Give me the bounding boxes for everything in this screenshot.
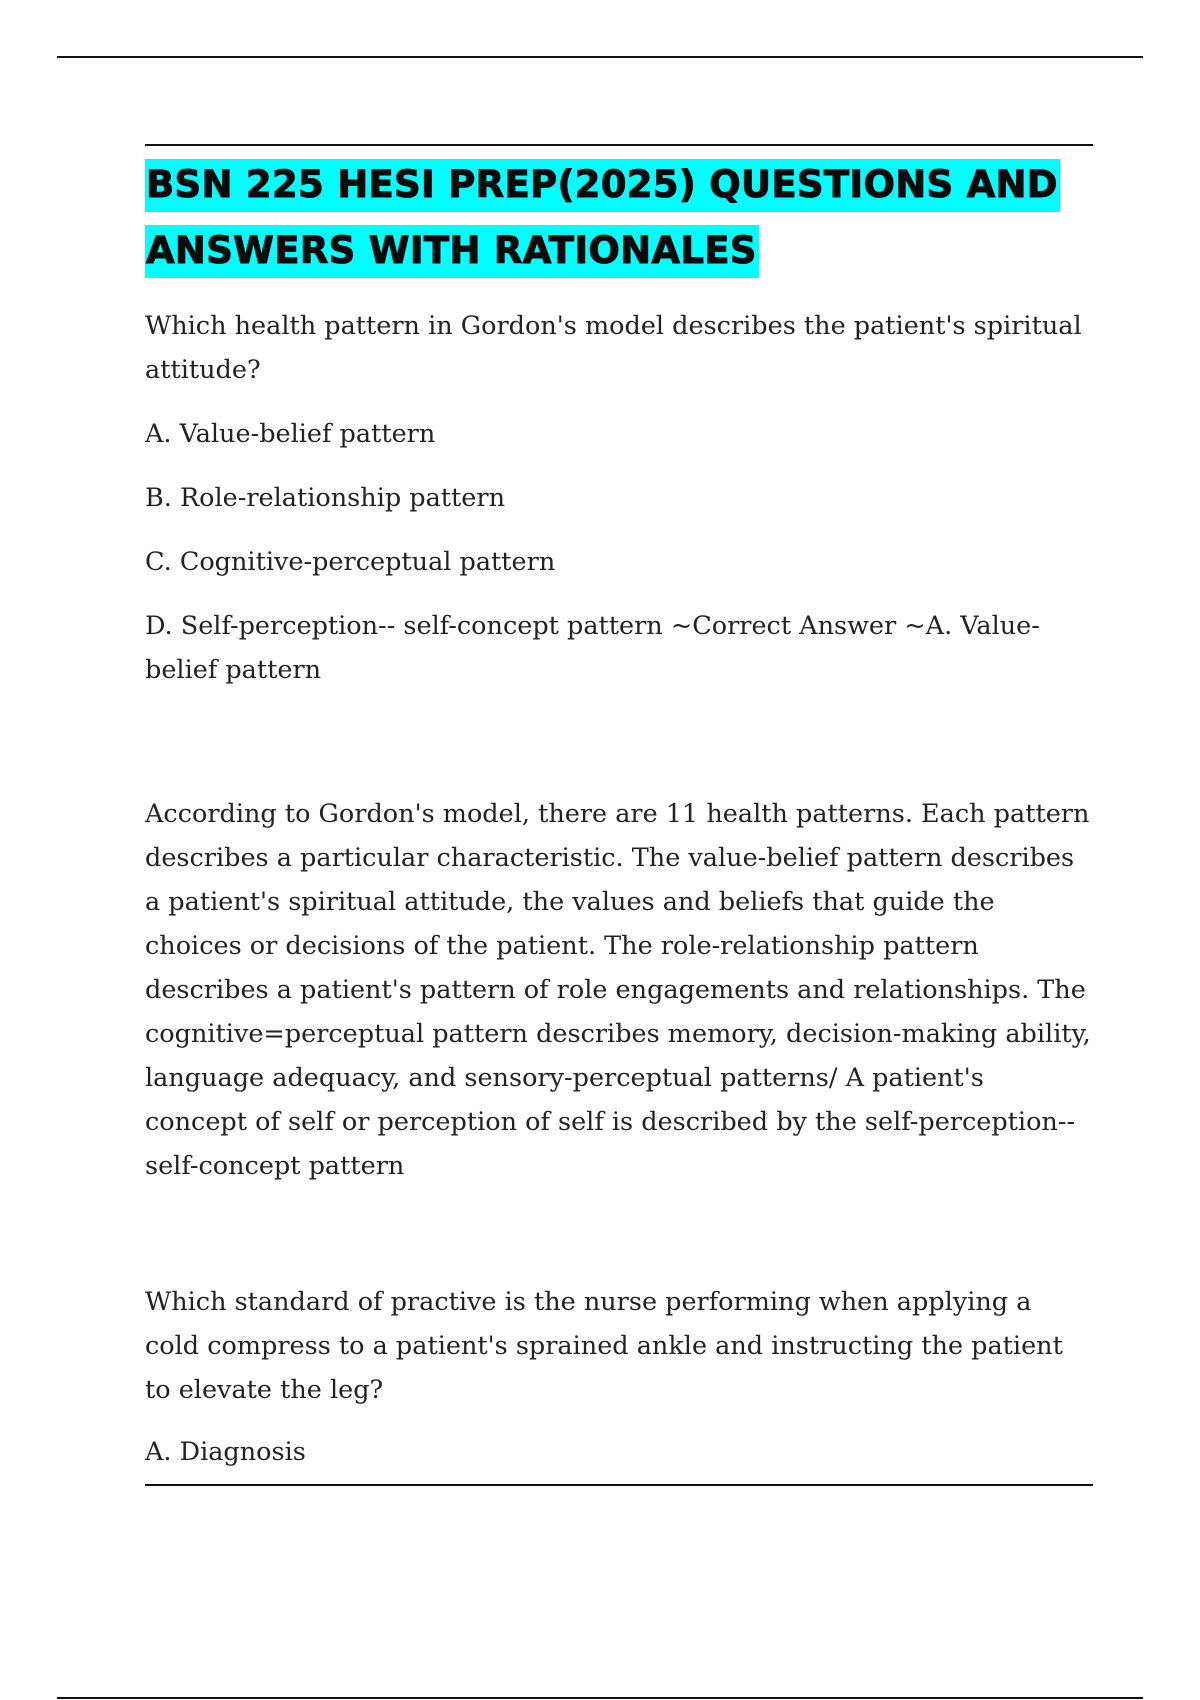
question-1-rationale: According to Gordon's model, there are 11 health patterns. Each pattern describes a particular characteristic. The value-belief pattern describes a patient's spiritual attitude, the values and beliefs that guide the choices or decisions of the patient. The role-relationship pattern describes a patient's pattern of role engagements and relationships. The cognitive=perceptual pattern describes memory, decision-making ability, language adequacy, and sensory-perceptual patterns/ A patient's concept of self or perception of self is described by the self-perception--self-concept pattern xyxy=(145,799,1091,1181)
question-1-text: Which health pattern in Gordon's model describes the patient's spiritual attitude? xyxy=(145,311,1082,385)
question-1-option-d-answer: D. Self-perception-- self-concept pattern ~Correct Answer ~A. Value-belief pattern xyxy=(145,611,1040,685)
title-highlight: BSN 225 HESI PREP(2025) QUESTIONS AND ANSWERS WITH RATIONALES xyxy=(145,159,1060,278)
page-bottom-rule xyxy=(57,1697,1143,1699)
document-title xyxy=(145,146,1093,284)
question-1-option-c: C. Cognitive-perceptual pattern xyxy=(145,547,556,577)
question-2-text: Which standard of practive is the nurse performing when applying a cold compress to a patient's sprained ankle and instructing the patient to elevate the leg? xyxy=(145,1287,1063,1405)
page-top-rule xyxy=(57,56,1143,58)
question-1-option-a: A. Value-belief pattern xyxy=(145,419,436,449)
document-content xyxy=(145,144,1093,1486)
content-bottom-rule xyxy=(145,1484,1093,1486)
question-1-option-b: B. Role-relationship pattern xyxy=(145,483,506,513)
question-2-option-a: A. Diagnosis xyxy=(145,1437,306,1467)
